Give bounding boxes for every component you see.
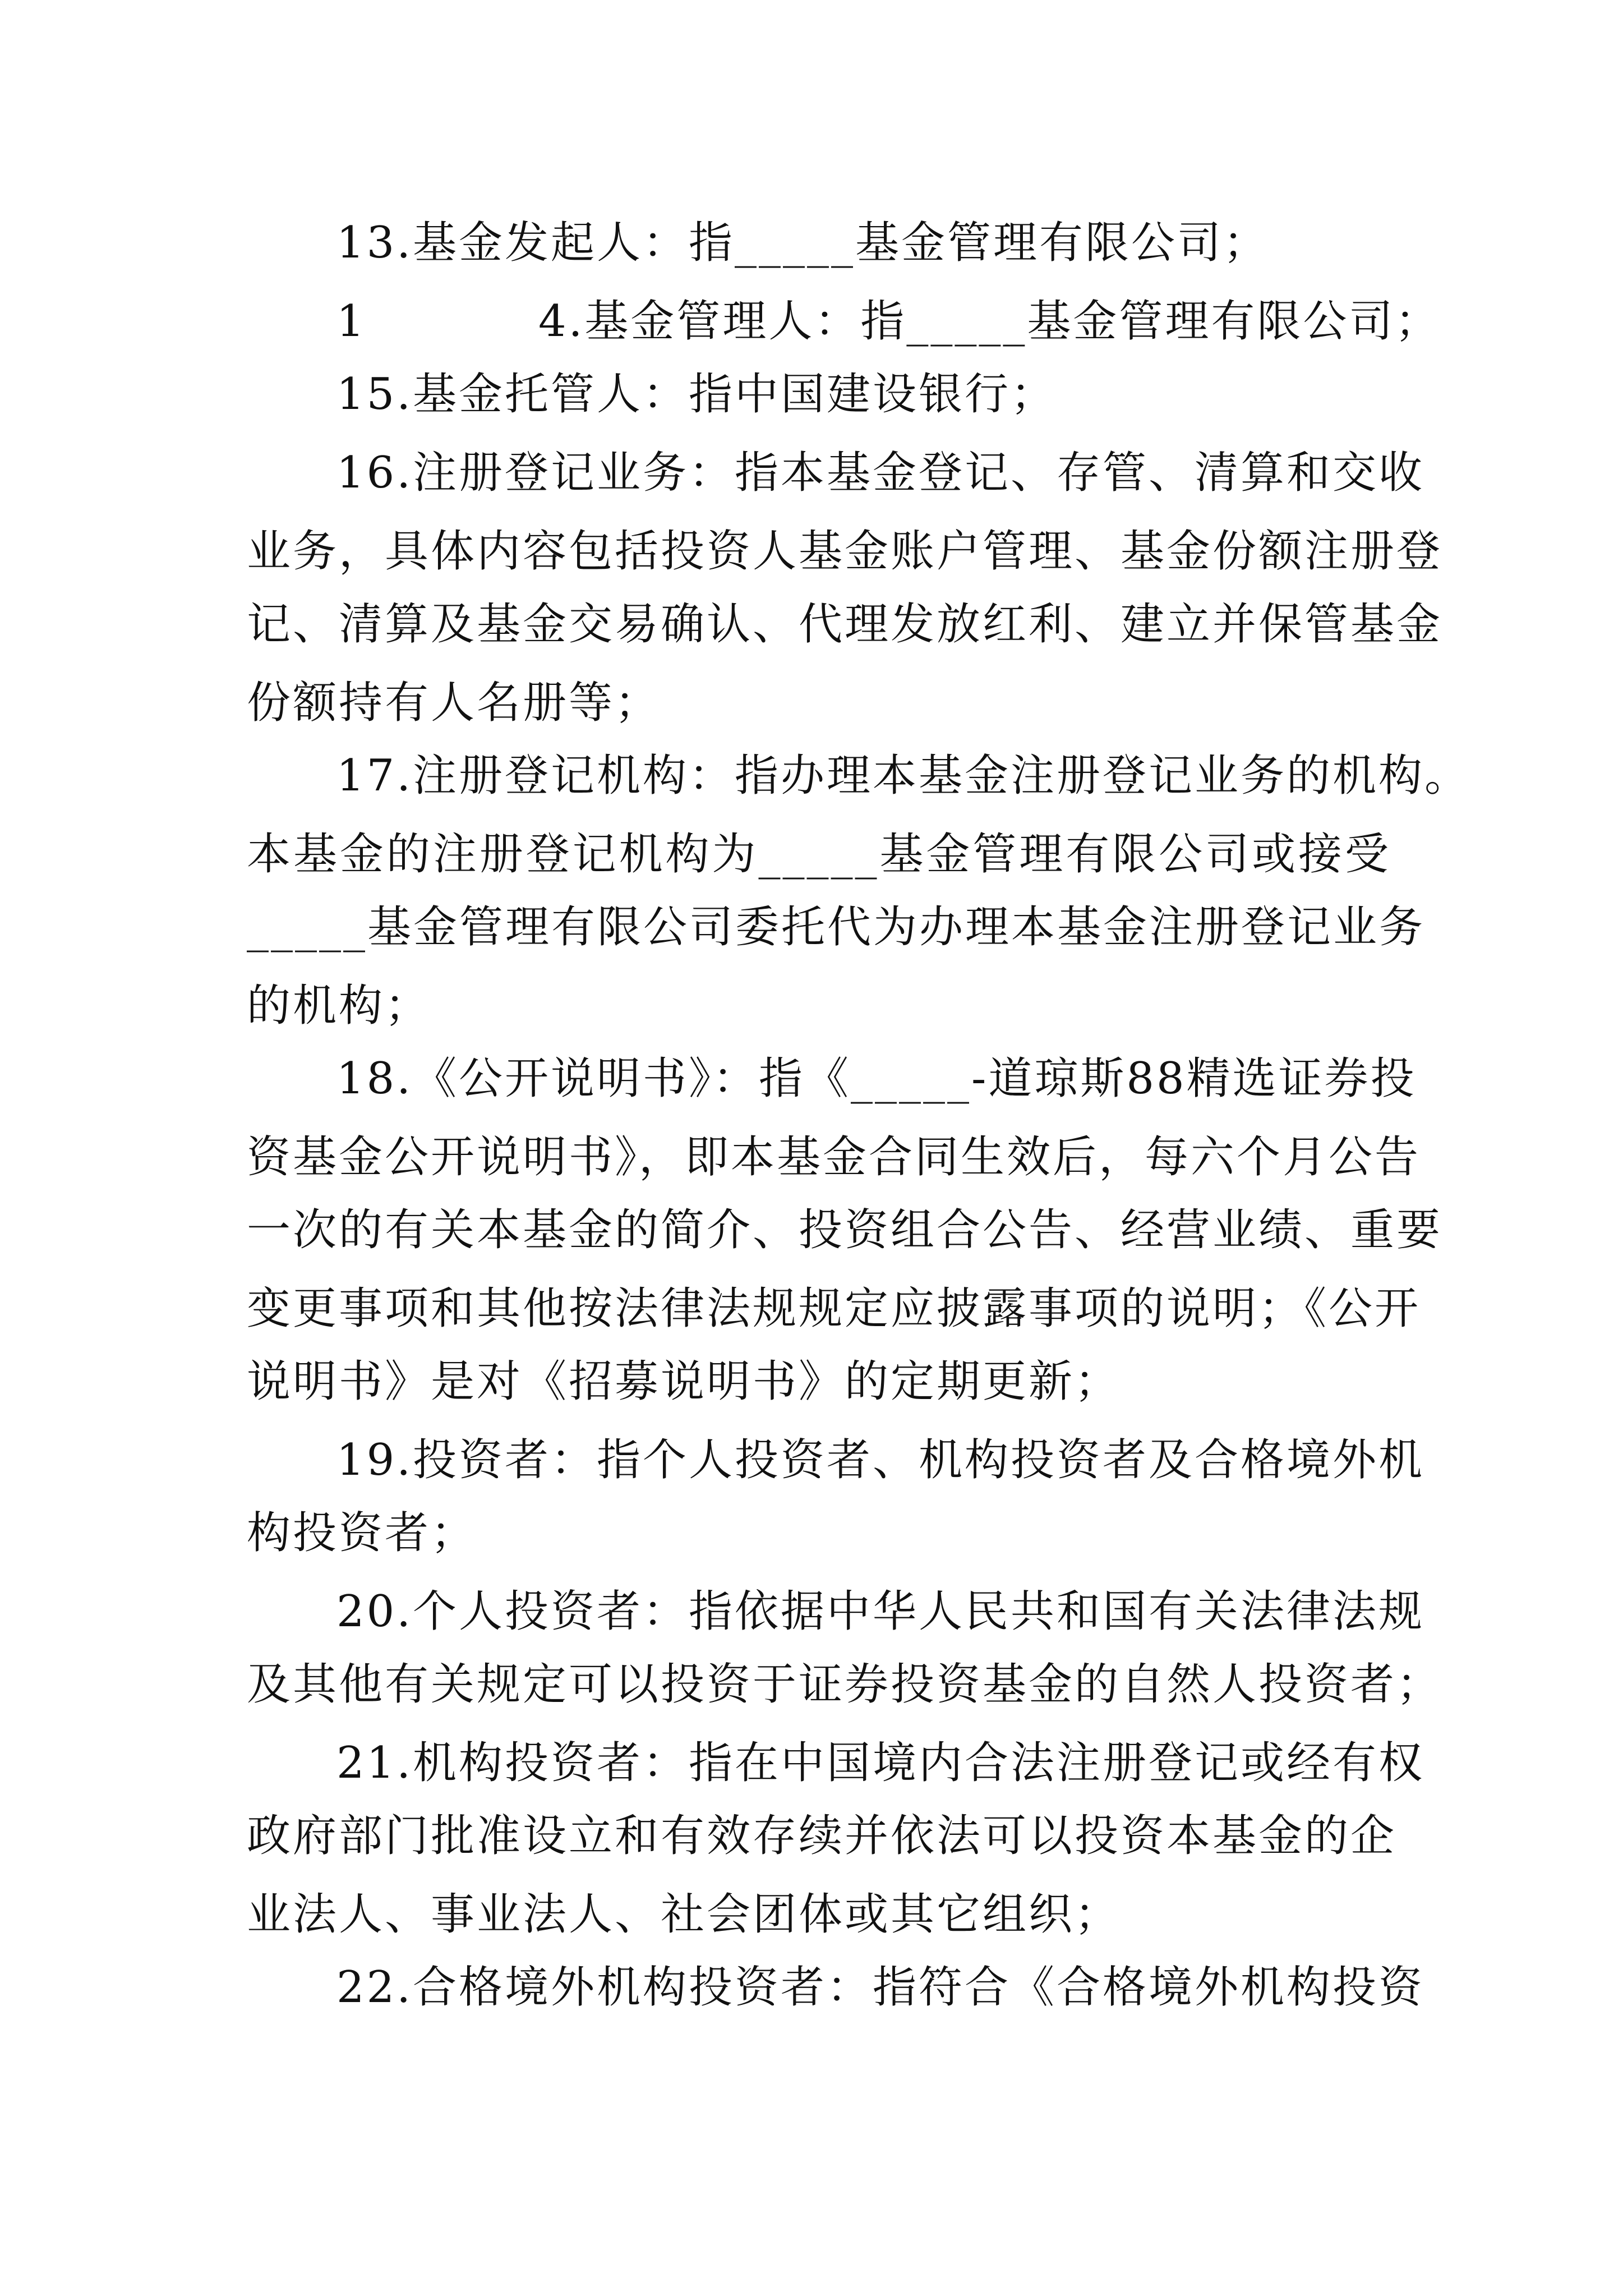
clause-21-line-2: 政府部门批准设立和有效存续并依法可以投资本基金的企 bbox=[247, 1811, 1397, 1861]
clause-16-line-2: 业务，具体内容包括投资人基金账户管理、基金份额注册登 bbox=[247, 526, 1443, 577]
clause-18-line-4: 变更事项和其他按法律法规规定应披露事项的说明；《公开 bbox=[247, 1283, 1421, 1334]
clause-17-line-1: 17.注册登记机构：指办理本基金注册登记业务的机构。 bbox=[336, 751, 1471, 801]
clause-18-line-2: 资基金公开说明书》，即本基金合同生效后，每六个月公告 bbox=[247, 1132, 1421, 1182]
clause-17-line-2: 本基金的注册登记机构为_____基金管理有限公司或接受 bbox=[247, 829, 1391, 880]
clause-21-line-3: 业法人、事业法人、社会团体或其它组织； bbox=[247, 1889, 1121, 1940]
clause-14-number-fragment: 1 bbox=[336, 296, 365, 347]
clause-17-line-4: 的机构； bbox=[247, 981, 431, 1031]
clause-16-line-4: 份额持有人名册等； bbox=[247, 678, 661, 728]
clause-19-line-1: 19.投资者：指个人投资者、机构投资者及合格境外机 bbox=[336, 1435, 1425, 1485]
clause-15-line-1: 15.基金托管人：指中国建设银行； bbox=[336, 369, 1057, 420]
clause-21-line-1: 21.机构投资者：指在中国境内合法注册登记或经有权 bbox=[336, 1738, 1425, 1788]
clause-17-line-3: _____基金管理有限公司委托代为办理本基金注册登记业务 bbox=[247, 902, 1426, 953]
clause-18-line-5: 说明书》是对《招募说明书》的定期更新； bbox=[247, 1356, 1121, 1407]
clause-13-line-1: 13.基金发起人：指_____基金管理有限公司； bbox=[336, 218, 1270, 268]
clause-16-line-1: 16.注册登记业务：指本基金登记、存管、清算和交收 bbox=[336, 448, 1425, 498]
clause-20-line-2: 及其他有关规定可以投资于证券投资基金的自然人投资者； bbox=[247, 1659, 1443, 1710]
clause-19-line-2: 构投资者； bbox=[247, 1508, 477, 1558]
clause-16-line-3: 记、清算及基金交易确认、代理发放红利、建立并保管基金 bbox=[247, 599, 1443, 650]
clause-22-line-1: 22.合格境外机构投资者：指符合《合格境外机构投资 bbox=[336, 1962, 1425, 2013]
clause-20-line-1: 20.个人投资者：指依据中华人民共和国有关法律法规 bbox=[336, 1586, 1425, 1637]
clause-14-line-1: 4.基金管理人：指_____基金管理有限公司； bbox=[538, 296, 1441, 347]
clause-18-line-3: 一次的有关本基金的简介、投资组合公告、经营业绩、重要 bbox=[247, 1205, 1443, 1255]
clause-18-line-1: 18.《公开说明书》：指《_____-道琼斯88精选证券投 bbox=[336, 1053, 1417, 1104]
